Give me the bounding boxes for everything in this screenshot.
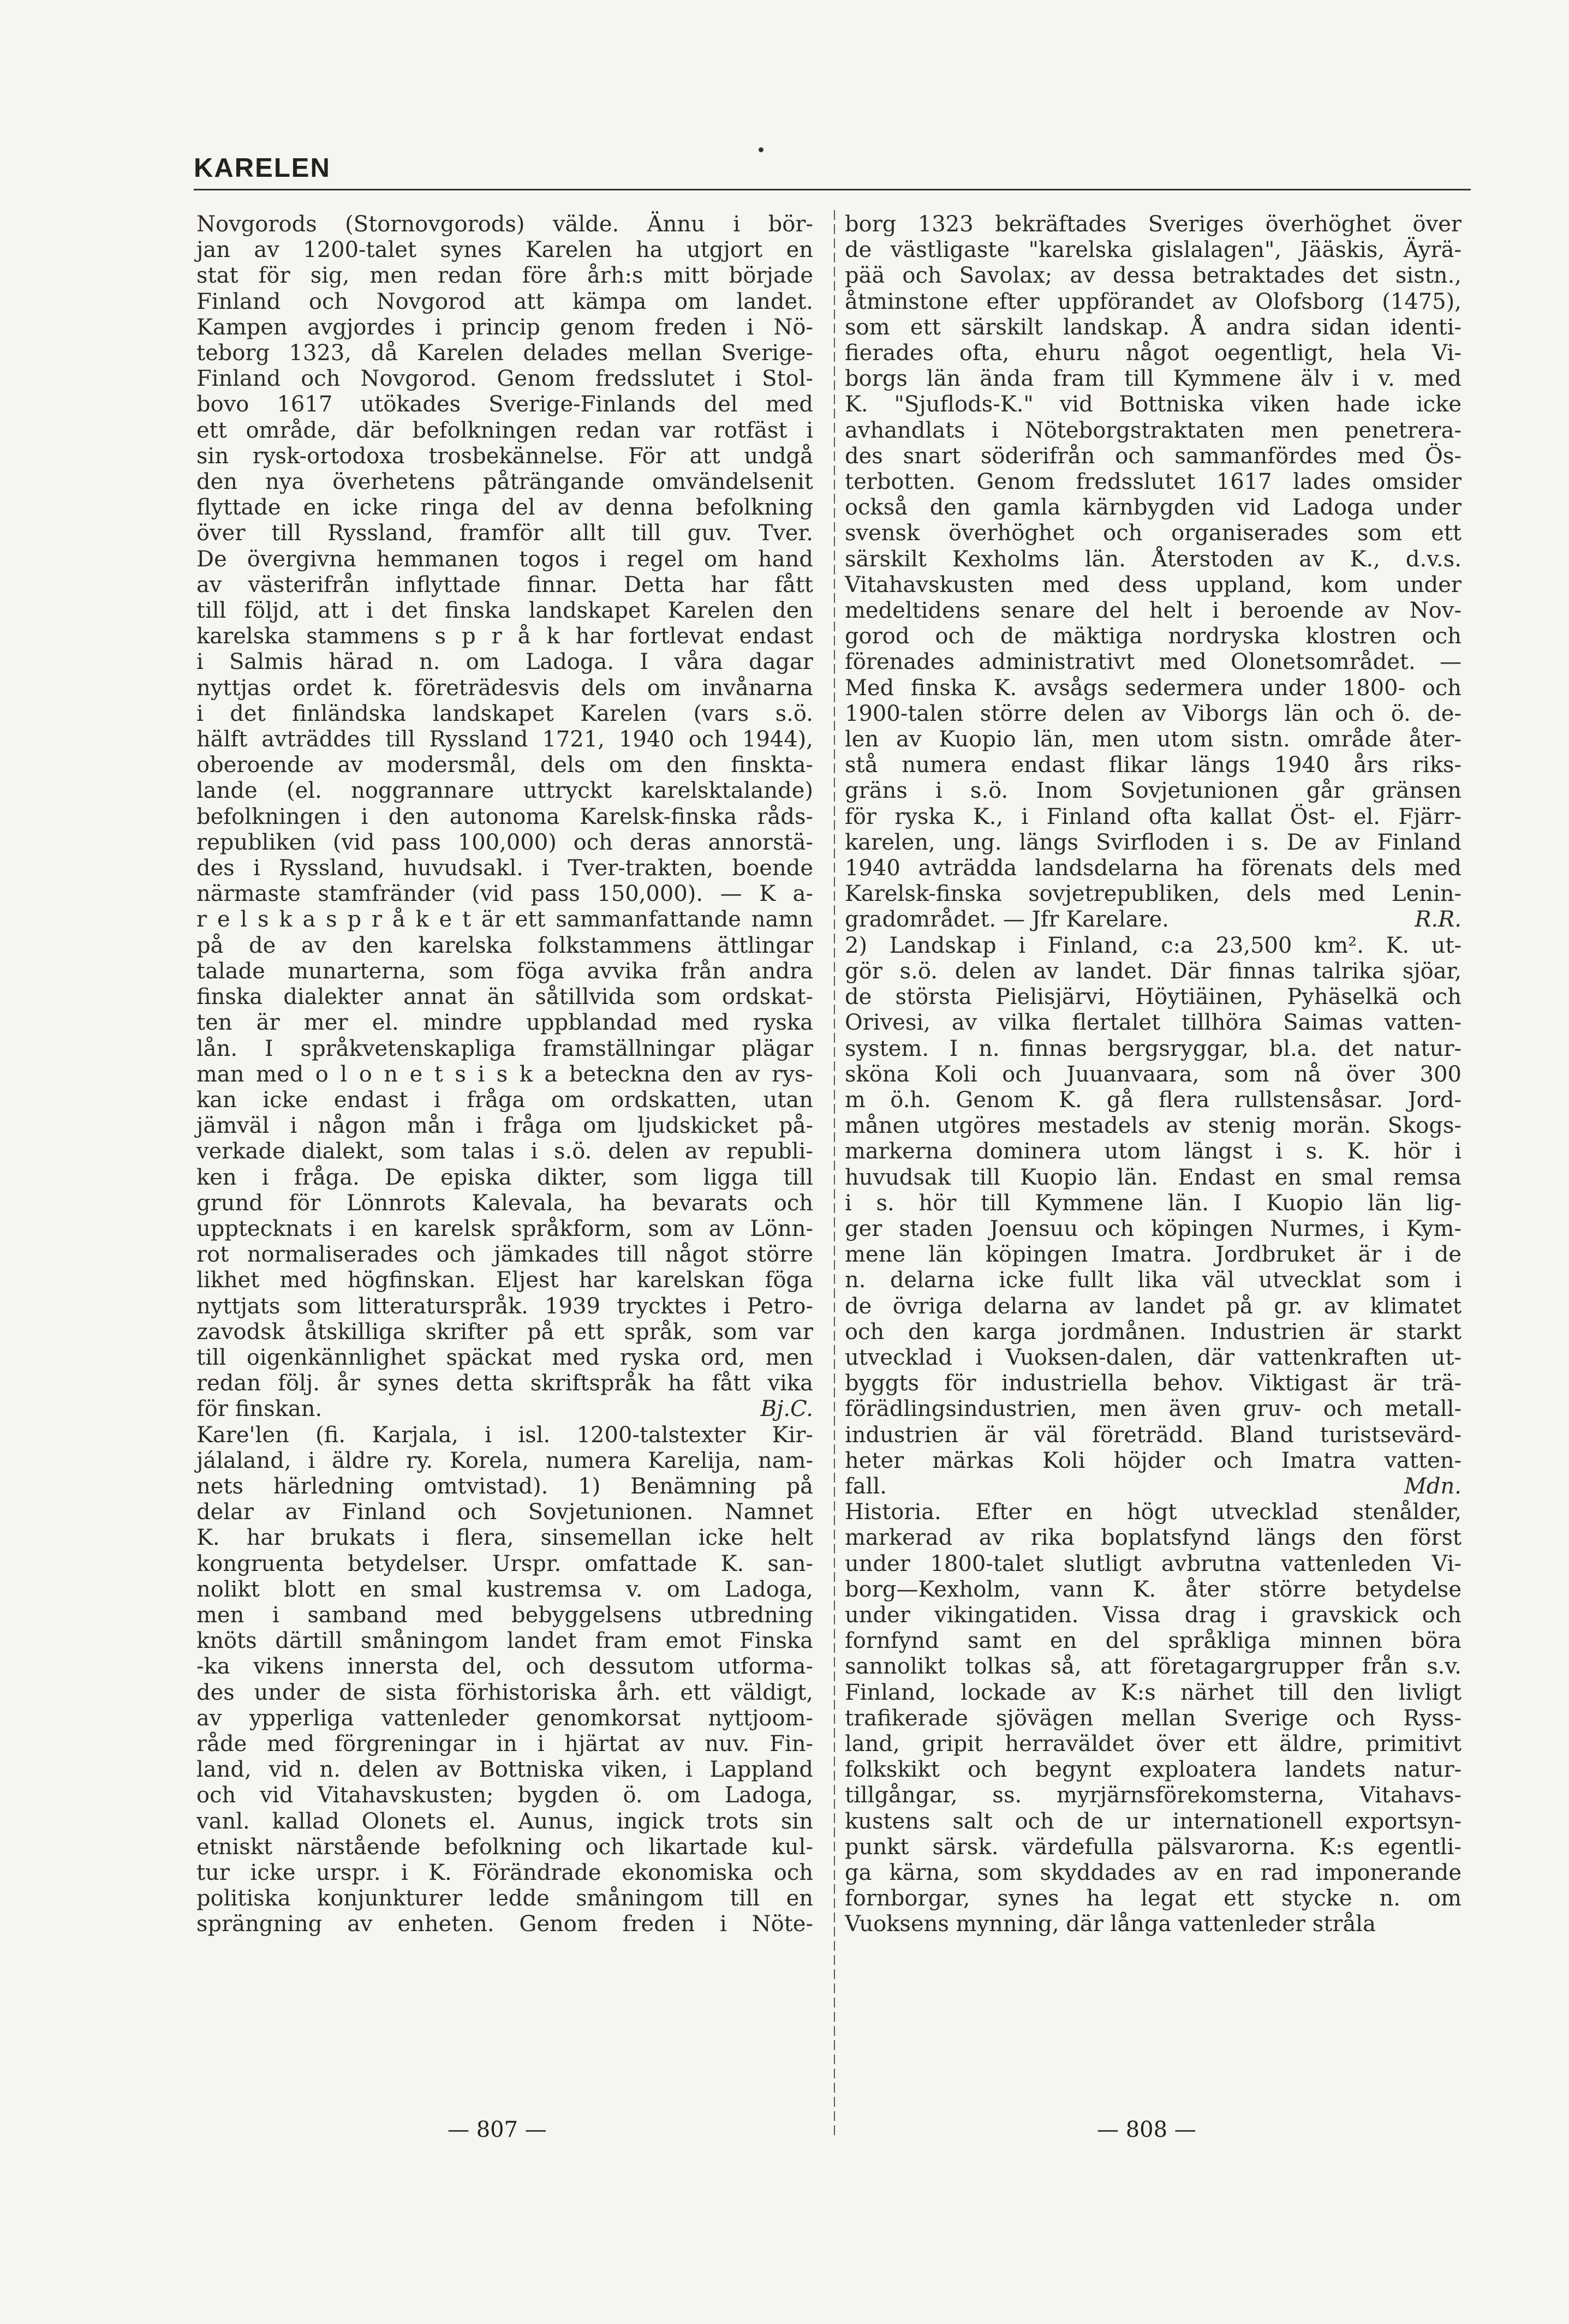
text-line: gör s.ö. delen av landet. Där finnas talrika sjöar, bbox=[845, 958, 1461, 984]
text-line: folkskikt och begynt exploatera landets natur- bbox=[845, 1757, 1461, 1783]
text-line: Kampen avgjordes i princip genom freden i Nö- bbox=[196, 314, 813, 340]
text-line: hälft avträddes till Ryssland 1721, 1940 och 1944), bbox=[196, 727, 813, 752]
text-line: 1940 avträdda landsdelarna ha förenats dels med bbox=[845, 856, 1461, 881]
text-line: Novgorods (Stornovgorods) välde. Ännu i bör- bbox=[196, 212, 813, 237]
text-line: punkt särsk. värdefulla pälsvarorna. K:s egentli- bbox=[845, 1834, 1461, 1860]
text-line: trafikerade sjövägen mellan Sverige och Ryss- bbox=[845, 1705, 1461, 1731]
text-line: jálaland, i äldre ry. Korela, numera Karelija, nam- bbox=[196, 1448, 813, 1473]
text-line: verkade dialekt, som talas i s.ö. delen av republi- bbox=[196, 1139, 813, 1164]
text-line: talade munarterna, som föga avvika från andra bbox=[196, 958, 813, 984]
text-line: zavodsk åtskilliga skrifter på ett språk, som var bbox=[196, 1319, 813, 1345]
author-signature: R.R. bbox=[1415, 907, 1461, 933]
text-line: des snart söderifrån och sammanfördes med Ös- bbox=[845, 443, 1461, 469]
text-line: Historia. Efter en högt utvecklad stenålder, bbox=[845, 1499, 1461, 1525]
text-line: bovo 1617 utökades Sverige-Finlands del med bbox=[196, 392, 813, 417]
text-line: byggts för industriella behov. Viktigast är trä- bbox=[845, 1371, 1461, 1396]
column-divider bbox=[834, 210, 835, 2136]
text-line: fall. Mdn. bbox=[845, 1473, 1461, 1499]
text-line: den nya överhetens påträngande omvändelsenit bbox=[196, 469, 813, 495]
text-line: kongruenta betydelser. Urspr. omfattade K. san- bbox=[196, 1551, 813, 1576]
text-line: råde med förgreningar in i hjärtat av nuv. Fin- bbox=[196, 1731, 813, 1757]
text-line: nets härledning omtvistad). 1) Benämning på bbox=[196, 1473, 813, 1499]
text-line: avhandlats i Nöteborgstraktaten men penetrera- bbox=[845, 417, 1461, 443]
text-line: upptecknats i en karelsk språkform, som av Lönn- bbox=[196, 1216, 813, 1241]
page-number-right: — 808 — bbox=[1097, 2117, 1196, 2142]
text-line: också den gamla kärnbygden vid Ladoga under bbox=[845, 495, 1461, 521]
text-line: månen utgöres mestadels av stenig morän. Skogs- bbox=[845, 1113, 1461, 1139]
text-line: som ett särskilt landskap. Å andra sidan identi- bbox=[845, 314, 1461, 340]
text-line: karelska stammens s p r å k har fortlevat endast bbox=[196, 624, 813, 649]
text-line: K. har brukats i flera, sinsemellan icke helt bbox=[196, 1525, 813, 1551]
header-rule bbox=[194, 189, 1471, 190]
text-line: över till Ryssland, framför allt till guv. Tver. bbox=[196, 521, 813, 546]
text-line: ga kärna, som skyddades av en rad imponerande bbox=[845, 1860, 1461, 1885]
text-line: särskilt Kexholms län. Återstoden av K., d.v.s. bbox=[845, 546, 1461, 572]
text-line: åtminstone efter uppförandet av Olofsborg (1475), bbox=[845, 289, 1461, 314]
text-line: markerna dominera utom längst i s. K. hör i bbox=[845, 1139, 1461, 1164]
text-line: och vid Vitahavskusten; bygden ö. om Ladoga, bbox=[196, 1783, 813, 1808]
text-line: ett område, där befolkningen redan var rotfäst i bbox=[196, 417, 813, 443]
text-line: under 1800-talet slutligt avbrutna vattenleden Vi- bbox=[845, 1551, 1461, 1576]
text-line: fornfynd samt en del språkliga minnen böra bbox=[845, 1628, 1461, 1654]
text-line: utvecklad i Vuoksen-dalen, där vattenkraften ut- bbox=[845, 1345, 1461, 1370]
page-number-left: — 807 — bbox=[448, 2117, 547, 2142]
left-column bbox=[196, 212, 813, 1938]
text-line: ten är mer el. mindre uppblandad med ryska bbox=[196, 1010, 813, 1036]
text-line: Med finska K. avsågs sedermera under 1800- och bbox=[845, 675, 1461, 701]
text-line: de största Pielisjärvi, Höytiäinen, Pyhäselkä och bbox=[845, 984, 1461, 1010]
text-line: heter märkas Koli höjder och Imatra vatten- bbox=[845, 1448, 1461, 1473]
text-line: -ka vikens innersta del, och dessutom utforma- bbox=[196, 1654, 813, 1680]
text-line: oberoende av modersmål, dels om den finskta- bbox=[196, 752, 813, 778]
text-line: system. I n. finnas bergsryggar, bl.a. det natur- bbox=[845, 1036, 1461, 1061]
text-line: för finskan. Bj.C. bbox=[196, 1396, 813, 1422]
text-line: mene län köpingen Imatra. Jordbruket är i de bbox=[845, 1242, 1461, 1268]
text-line: Orivesi, av vilka flertalet tillhöra Saimas vatten- bbox=[845, 1010, 1461, 1036]
text-line: ken i fråga. De episka dikter, som ligga till bbox=[196, 1164, 813, 1190]
text-line: grund för Lönnrots Kalevala, ha bevarats och bbox=[196, 1190, 813, 1216]
running-head: KARELEN bbox=[194, 153, 331, 183]
text-line: borg 1323 bekräftades Sveriges överhöghet över bbox=[845, 212, 1461, 237]
text-line: finska dialekter annat än såtillvida som ordskat- bbox=[196, 984, 813, 1010]
text-line: de västligaste "karelska gislalagen", Jääskis, Äyrä- bbox=[845, 237, 1461, 263]
text-line: r e l s k a s p r å k e t är ett sammanfattande namn bbox=[196, 907, 813, 933]
text-line: nolikt blott en smal kustremsa v. om Ladoga, bbox=[196, 1576, 813, 1602]
text-line: redan följ. år synes detta skriftspråk ha fått vika bbox=[196, 1371, 813, 1396]
text-line: huvudsak till Kuopio län. Endast en smal remsa bbox=[845, 1164, 1461, 1190]
text-line: rot normaliserades och jämkades till något större bbox=[196, 1242, 813, 1268]
text-line: lån. I språkvetenskapliga framställningar plägar bbox=[196, 1036, 813, 1061]
text-line: stat för sig, men redan före årh:s mitt började bbox=[196, 263, 813, 289]
text-line: karelen, ung. längs Svirfloden i s. De av Finland bbox=[845, 829, 1461, 855]
text-line: knöts därtill småningom landet fram emot Finska bbox=[196, 1628, 813, 1654]
text-line: jan av 1200-talet synes Karelen ha utgjort en bbox=[196, 237, 813, 263]
text-line: i det finländska landskapet Karelen (vars s.ö. bbox=[196, 701, 813, 726]
text-line: kustens salt och de ur internationell exportsyn- bbox=[845, 1808, 1461, 1834]
right-column bbox=[845, 212, 1461, 1938]
text-line: 2) Landskap i Finland, c:a 23,500 km². K. ut- bbox=[845, 933, 1461, 958]
text-line: till följd, att i det finska landskapet Karelen den bbox=[196, 598, 813, 624]
text-line: stå numera endast flikar längs 1940 års riks- bbox=[845, 752, 1461, 778]
text-line: tur icke urspr. i K. Förändrade ekonomiska och bbox=[196, 1860, 813, 1885]
text-line: republiken (vid pass 100,000) och deras annorstä- bbox=[196, 829, 813, 855]
text-line: i s. hör till Kymmene län. I Kuopio län lig- bbox=[845, 1190, 1461, 1216]
text-line: pää och Savolax; av dessa betraktades det sistn., bbox=[845, 263, 1461, 289]
text-line: des under de sista förhistoriska årh. ett väldigt, bbox=[196, 1680, 813, 1705]
text-line: ger staden Joensuu och köpingen Nurmes, i Kym- bbox=[845, 1216, 1461, 1241]
text-line: kan icke endast i fråga om ordskatten, utan bbox=[196, 1087, 813, 1113]
text-line: under vikingatiden. Vissa drag i gravskick och bbox=[845, 1602, 1461, 1628]
text-line: och den karga jordmånen. Industrien är starkt bbox=[845, 1319, 1461, 1345]
text-line: gorod och de mäktiga nordryska klostren och bbox=[845, 624, 1461, 649]
text-line: Karelsk-finska sovjetrepubliken, dels med Lenin- bbox=[845, 881, 1461, 907]
text-line: Finland, lockade av K:s närhet till den livligt bbox=[845, 1680, 1461, 1705]
text-line: n. delarna icke fullt lika väl utvecklat som i bbox=[845, 1268, 1461, 1293]
text-line: men i samband med bebyggelsens utbredning bbox=[196, 1602, 813, 1628]
text-line: m ö.h. Genom K. gå flera rullstensåsar. Jord- bbox=[845, 1087, 1461, 1113]
text-line: Kare'len (fi. Karjala, i isl. 1200-talstexter Kir- bbox=[196, 1422, 813, 1448]
text-line: befolkningen i den autonoma Karelsk-finska råds- bbox=[196, 804, 813, 829]
text-line: gräns i s.ö. Inom Sovjetunionen går gränsen bbox=[845, 778, 1461, 804]
text-line: Vuoksens mynning, där långa vattenleder stråla bbox=[845, 1911, 1376, 1937]
text-line: terbotten. Genom fredsslutet 1617 lades omsider bbox=[845, 469, 1461, 495]
text-line: man med o l o n e t s i s k a beteckna den av rys- bbox=[196, 1061, 813, 1087]
text-line: närmaste stamfränder (vid pass 150,000). — K a- bbox=[196, 881, 813, 907]
text-line: sin rysk-ortodoxa trosbekännelse. För att undgå bbox=[196, 443, 813, 469]
author-signature: Mdn. bbox=[1404, 1473, 1461, 1499]
text-line: flyttade en icke ringa del av denna befolkning bbox=[196, 495, 813, 521]
text-line: borgs län ända fram till Kymmene älv i v. med bbox=[845, 366, 1461, 392]
text-line: medeltidens senare del helt i beroende av Nov- bbox=[845, 598, 1461, 624]
text-line: nyttjats som litteraturspråk. 1939 trycktes i Petro- bbox=[196, 1293, 813, 1319]
text-line: de övriga delarna av landet på gr. av klimatet bbox=[845, 1293, 1461, 1319]
text-line: fornborgar, synes ha legat ett stycke n. om bbox=[845, 1886, 1461, 1911]
text-line: Finland och Novgorod. Genom fredsslutet i Stol- bbox=[196, 366, 813, 392]
text-line: på de av den karelska folkstammens ättlingar bbox=[196, 933, 813, 958]
text-line: förenades administrativt med Olonetsområdet. — bbox=[845, 649, 1461, 675]
text-line: des i Ryssland, huvudsakl. i Tver-trakten, boende bbox=[196, 856, 813, 881]
author-signature: Bj.C. bbox=[760, 1396, 813, 1422]
text-line: politiska konjunkturer ledde småningom till en bbox=[196, 1886, 813, 1911]
text-line: sprängning av enheten. Genom freden i Nöte- bbox=[196, 1911, 813, 1937]
text-line: industrien är väl företrädd. Bland turistsevärd- bbox=[845, 1422, 1461, 1448]
text-line: Vitahavskusten med dess uppland, kom under bbox=[845, 572, 1461, 598]
text-line: likhet med högfinskan. Eljest har karelskan föga bbox=[196, 1268, 813, 1293]
text-line: De övergivna hemmanen togos i regel om hand bbox=[196, 546, 813, 572]
text-line: fierades ofta, ehuru något oegentligt, hela Vi- bbox=[845, 340, 1461, 366]
text-line: vanl. kallad Olonets el. Aunus, ingick trots sin bbox=[196, 1808, 813, 1834]
printer-mark bbox=[759, 147, 763, 152]
text-line: markerad av rika boplatsfynd längs den först bbox=[845, 1525, 1461, 1551]
text-line: delar av Finland och Sovjetunionen. Namnet bbox=[196, 1499, 813, 1525]
text-line: till oigenkännlighet späckat med ryska ord, men bbox=[196, 1345, 813, 1370]
text-line: av västerifrån inflyttade finnar. Detta har fått bbox=[196, 572, 813, 598]
text-line: lande (el. noggrannare uttryckt karelsktalande) bbox=[196, 778, 813, 804]
text-line: Finland och Novgorod att kämpa om landet. bbox=[196, 289, 813, 314]
text-line: för ryska K., i Finland ofta kallat Öst- el. Fjärr- bbox=[845, 804, 1461, 829]
text-line: borg—Kexholm, vann K. åter större betydelse bbox=[845, 1576, 1461, 1602]
text-line: land, vid n. delen av Bottniska viken, i Lappland bbox=[196, 1757, 813, 1783]
text-line: K. "Sjuflods-K." vid Bottniska viken hade icke bbox=[845, 392, 1461, 417]
text-line: jämväl i någon mån i fråga om ljudskicket på- bbox=[196, 1113, 813, 1139]
text-line: tillgångar, ss. myrjärnsförekomsterna, Vitahavs- bbox=[845, 1783, 1461, 1808]
text-line: etniskt närstående befolkning och likartade kul- bbox=[196, 1834, 813, 1860]
text-line: förädlingsindustrien, men även gruv- och metall- bbox=[845, 1396, 1461, 1422]
text-line: svensk överhöghet och organiserades som ett bbox=[845, 521, 1461, 546]
text-line: av ypperliga vattenleder genomkorsat nyttjoom- bbox=[196, 1705, 813, 1731]
text-line: gradområdet. — Jfr Karelare. R.R. bbox=[845, 907, 1461, 933]
text-line: sannolikt tolkas så, att företagargrupper från s.v. bbox=[845, 1654, 1461, 1680]
text-line: sköna Koli och Juuanvaara, som nå över 300 bbox=[845, 1061, 1461, 1087]
text-line: i Salmis härad n. om Ladoga. I våra dagar bbox=[196, 649, 813, 675]
text-line: teborg 1323, då Karelen delades mellan Sverige- bbox=[196, 340, 813, 366]
text-line: land, gripit herraväldet över ett äldre, primitivt bbox=[845, 1731, 1461, 1757]
text-line: 1900-talen större delen av Viborgs län och ö. de- bbox=[845, 701, 1461, 726]
text-line: nyttjas ordet k. företrädesvis dels om invånarna bbox=[196, 675, 813, 701]
text-line: len av Kuopio län, men utom sistn. område åter- bbox=[845, 727, 1461, 752]
